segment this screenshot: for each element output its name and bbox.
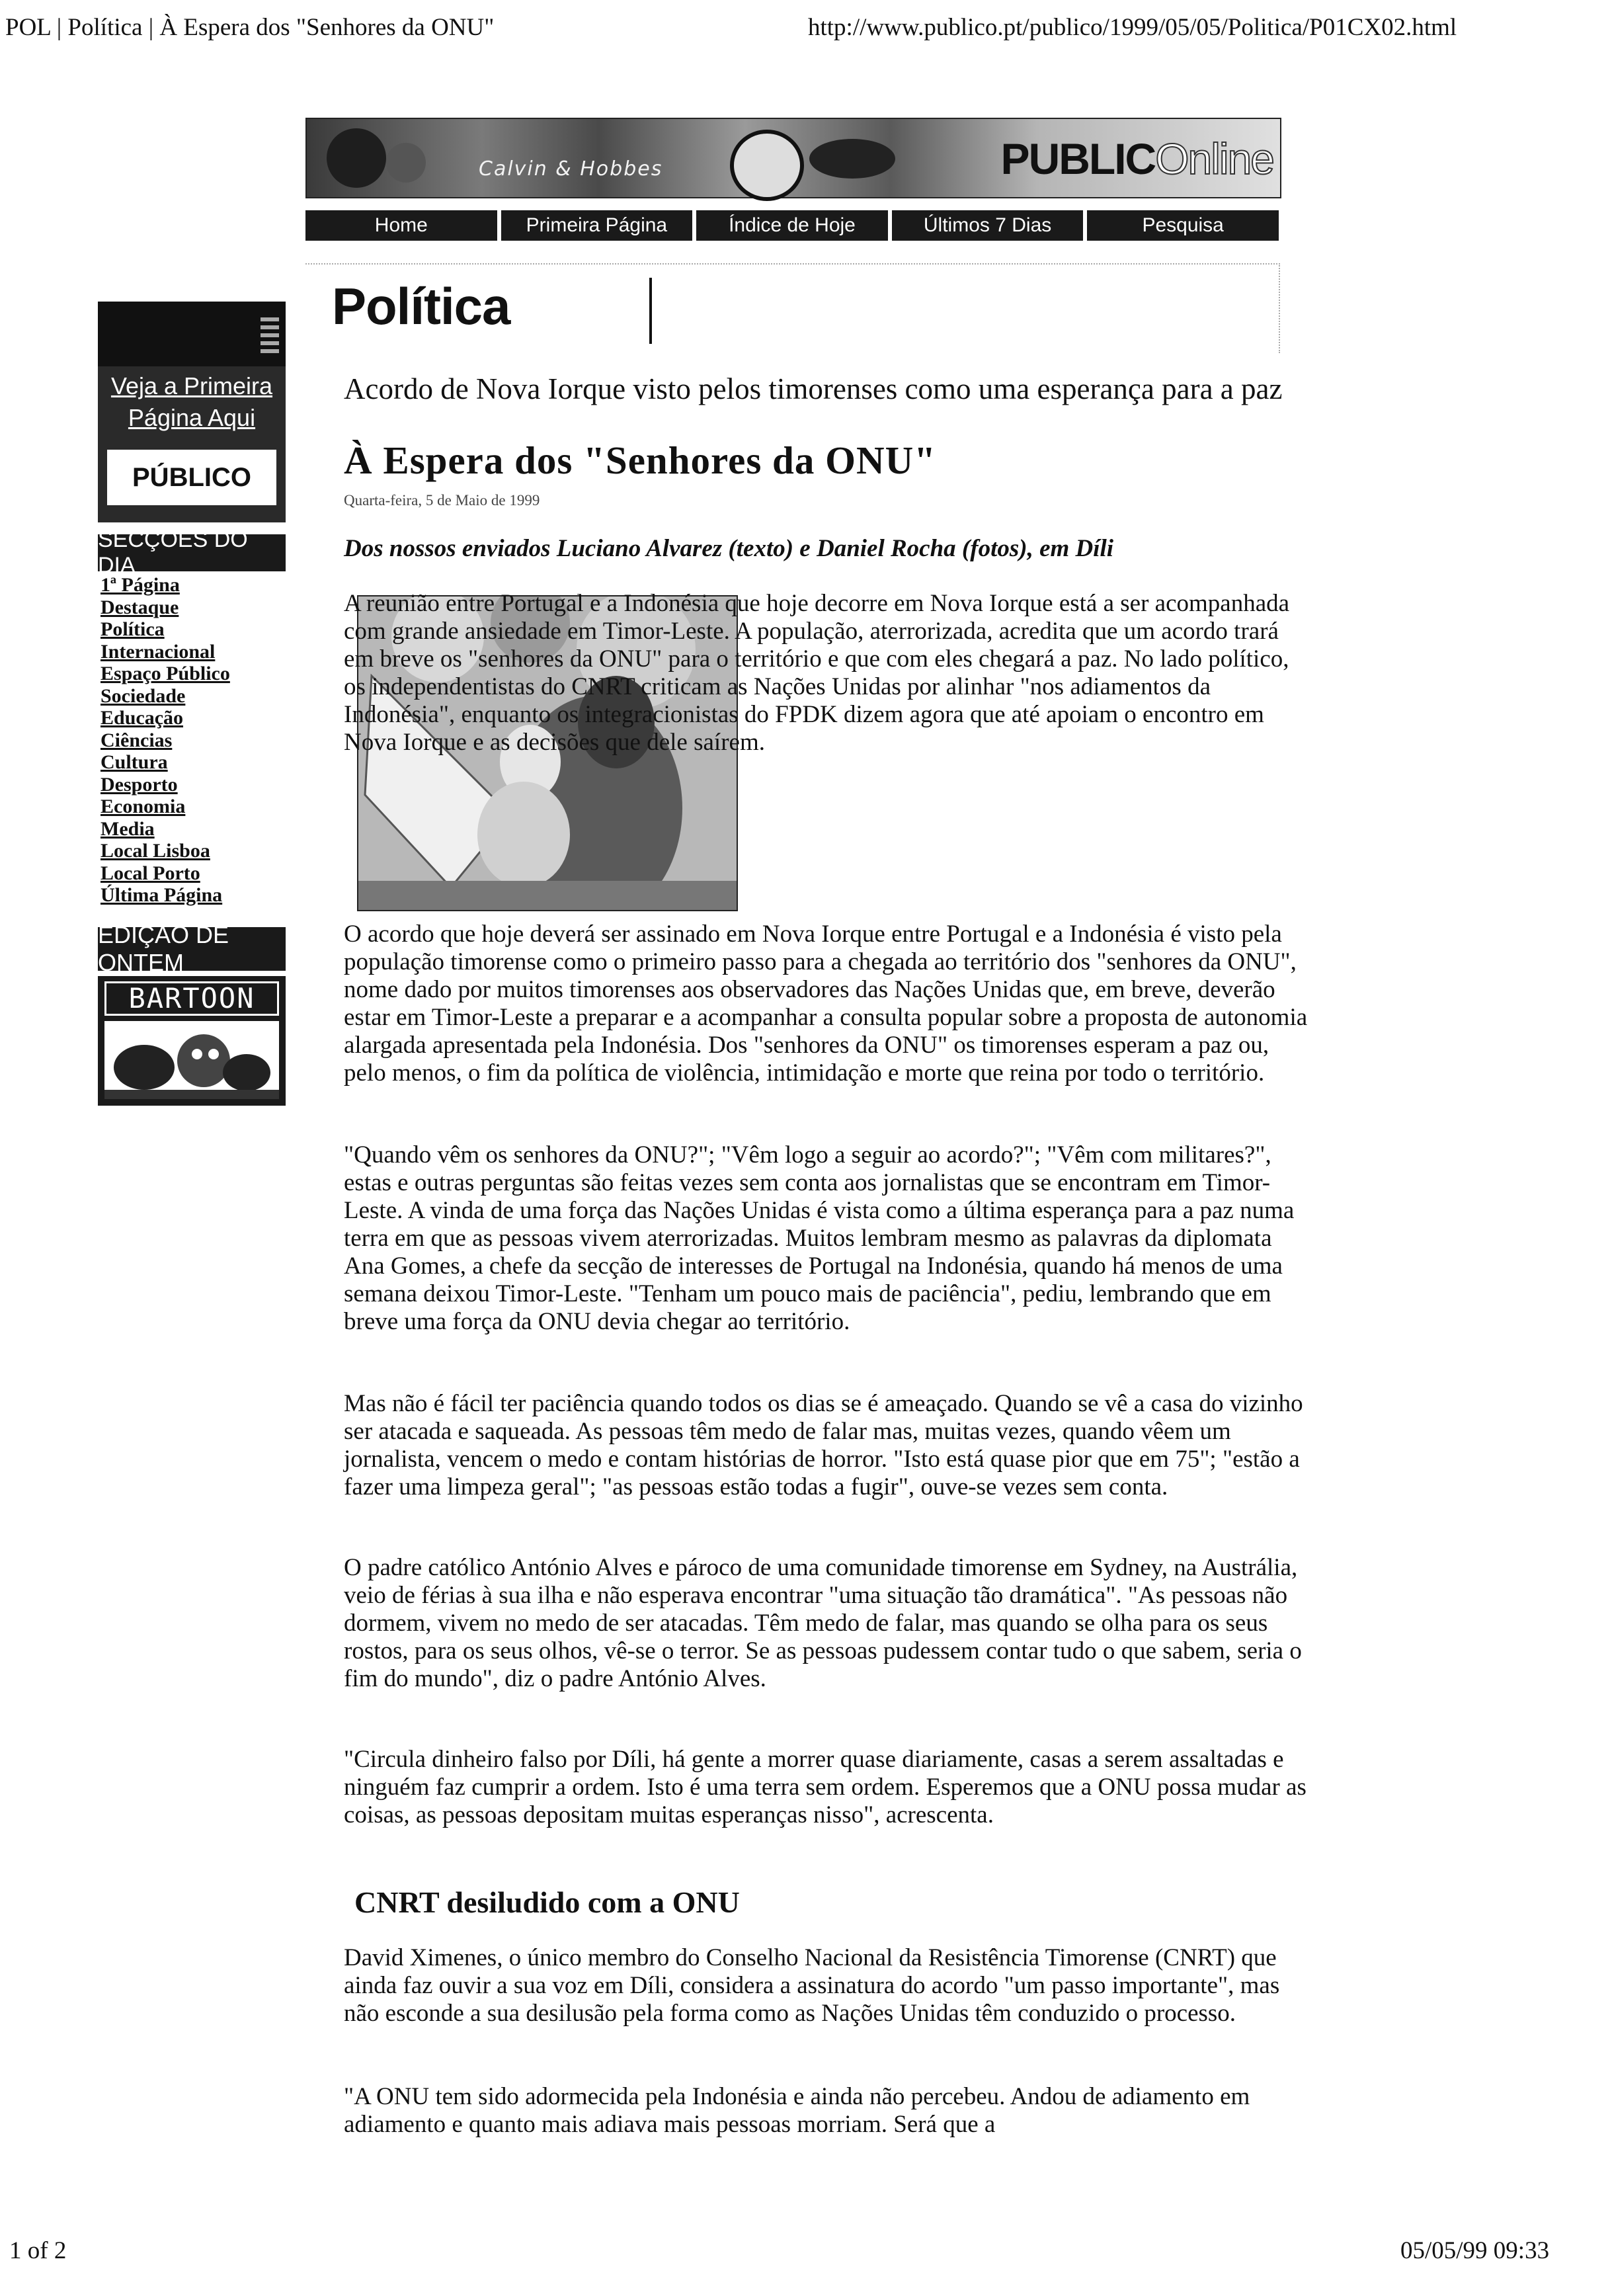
first-page-promo-link[interactable] [98,366,286,440]
article-paragraph-1: O acordo que hoje deverá ser assinado em Nova Iorque entre Portugal e a Indonésia é visto pela população timorense como o primeiro passo para a chegada ao território dos "senhores da ONU", nome dado por muitos timorenses aos observadores das Nações Unidas que, em breve, deverão estar em Timor-Leste a preparar e a acompanhar a consulta popular sobre a proposta de autonomia alargada apresentada pela Indonésia. Dos "senhores da ONU" os timorenses esperam a paz ou, pelo menos, o fim da política de violência, intimidação e morte que reina por todo o território. [344,921,1308,1086]
section-link-internacional[interactable]: Internacional [100,640,216,663]
section-link-politica[interactable]: Política [100,618,165,640]
article-paragraph-5: "Circula dinheiro falso por Díli, há gente a morrer quase diariamente, casas a serem assaltadas e ninguém faz cumprir a ordem. Isto é uma terra sem ordem. Esperemos que a ONU possa mudar as coisas, as pessoas depositam muitas esperanças nisso", acrescenta. [344,1746,1306,1828]
promo-line-2: Página Aqui [128,404,256,431]
banner-comic-caption: Calvin & Hobbes [479,157,663,181]
main-nav [305,210,1279,241]
section-link-local-lisboa[interactable]: Local Lisboa [100,840,210,862]
bartoon-link[interactable] [98,976,286,1106]
article-paragraph-3: Mas não é fácil ter paciência quando todos os dias se é ameaçado. Quando se vê a casa do vizinho ser atacada e saqueada. As pessoas têm medo de falar mas, muitas vezes, quando vêem um jornalista, vencem o medo e contam histórias de horror. "Isto está quase pior que em 75"; "estão a fazer uma limpeza geral"; "as pessoas estão todas a fugir", ouve-se vezes sem conta. [344,1390,1303,1500]
logo-dark-text: PUBLIC [1000,134,1156,183]
front-page-thumbnail[interactable] [98,440,286,522]
section-link-destaque[interactable]: Destaque [100,596,179,618]
article-headline: À Espera dos "Senhores da ONU" [344,438,936,482]
article-paragraph-6: David Ximenes, o único membro do Conselho Nacional da Resistência Timorense (CNRT) que ainda faz ouvir a sua voz em Díli, considera a assinatura do acordo "um passo importante", mas não esconde a sua desilusão pela forma como as Nações Unidas têm conduzido o processo. [344,1944,1280,2027]
print-page-number: 1 of 2 [9,2237,67,2264]
publico-online-logo[interactable] [1001,134,1273,184]
section-link-espaco-publico[interactable]: Espaço Público [100,663,230,684]
sidebar-decoration-icon [261,313,279,353]
print-datetime: 05/05/99 09:33 [1400,2237,1550,2264]
bartoon-cartoon-image [104,1021,279,1099]
section-link-ciencias[interactable]: Ciências [100,729,173,751]
section-link-1a-pagina[interactable]: 1ª Página [100,574,180,596]
sections-heading: SECÇÕES DO DIA [98,534,286,571]
section-link-ultima-pagina[interactable]: Última Página [100,884,223,906]
nav-ultimos-7-dias[interactable]: Últimos 7 Dias [892,210,1088,241]
site-banner[interactable] [305,118,1281,198]
bartoon-label: BARTOON [104,981,279,1016]
article-date: Quarta-feira, 5 de Maio de 1999 [344,492,540,509]
section-link-desporto[interactable]: Desporto [100,773,178,796]
print-page-title: POL | Política | À Espera dos "Senhores da ONU" [5,14,495,41]
article-subheading: CNRT desiludido com a ONU [354,1885,740,1919]
article-paragraph-7: "A ONU tem sido adormecida pela Indonésia e ainda não percebeu. Andou de adiamento em adiamento e quanto mais adiava mais pessoas morriam. Será que a [344,2083,1250,2138]
article-kicker: Acordo de Nova Iorque visto pelos timorenses como uma esperança para a paz [344,372,1283,405]
print-url: http://www.publico.pt/publico/1999/05/05/Politica/P01CX02.html [808,14,1457,41]
section-link-media[interactable]: Media [100,817,155,840]
section-link-economia[interactable]: Economia [100,796,186,817]
article-lead: A reunião entre Portugal e a Indonésia que hoje decorre em Nova Iorque está a ser acompanhada com grande ansiedade em Timor-Leste. A população, aterrorizada, acredita que um acordo trará em breve os "senhores da ONU" para o território e que com eles chegará a paz. No lado político, os independentistas do CNRT criticam as Nações Unidas por alinhar "nos adiamentos da Indonésia", enquanto os integracionistas do FPDK dizem agora que até apoiam o encontro em Nova Iorque e as decisões que dele saírem. [344,590,1290,756]
promo-line-1: Veja a Primeira [110,372,273,399]
nav-home[interactable]: Home [305,210,501,241]
nav-primeira-pagina[interactable]: Primeira Página [501,210,697,241]
section-title: Política [332,277,510,335]
section-link-local-porto[interactable]: Local Porto [100,862,200,884]
publico-logo: PÚBLICO [132,462,251,492]
section-link-cultura[interactable]: Cultura [100,751,168,773]
nav-pesquisa[interactable]: Pesquisa [1142,214,1224,236]
article-paragraph-2: "Quando vêm os senhores da ONU?"; "Vêm logo a seguir ao acordo?"; "Vêm com militares?", estas e outras perguntas são feitas vezes sem conta aos jornalistas que se encontram em Timor-Leste. A vinda de uma força das Nações Unidas é vista como a última esperança para a paz numa terra em que as pessoas vivem aterrorizadas. Muitos lembram mesmo as palavras da diplomata Ana Gomes, a chefe da secção de interesses de Portugal na Indonésia, quando há menos de uma semana deixou Timor-Leste. "Tenham um pouco mais de paciência", pediu, lembrando que em breve uma força da ONU devia chegar ao território. [344,1141,1295,1335]
nav-indice-de-hoje[interactable]: Índice de Hoje [696,210,892,241]
article-byline: Dos nossos enviados Luciano Alvarez (texto) e Daniel Rocha (fotos), em Díli [344,535,1114,562]
section-divider [649,278,652,344]
sections-list [100,574,292,907]
sidebar-top-block [98,302,286,366]
logo-light-text: Online [1155,134,1273,183]
article-paragraph-4: O padre católico António Alves e pároco de uma comunidade timorense em Sydney, na Austrália, veio de férias à sua ilha e não esperava encontrar "uma situação tão dramática". "As pessoas não dormem, vivem no medo de ser atacadas. Têm medo de falar, mas quando se olha para os seus rostos, para os seus olhos, vê-se o terror. Se as pessoas pudessem contar tudo o que sabem, seria o fim do mundo", diz o padre António Alves. [344,1554,1302,1692]
section-link-educacao[interactable]: Educação [100,707,184,729]
section-link-sociedade[interactable]: Sociedade [100,684,186,707]
yesterday-edition-link[interactable]: EDIÇÃO DE ONTEM [98,927,286,971]
